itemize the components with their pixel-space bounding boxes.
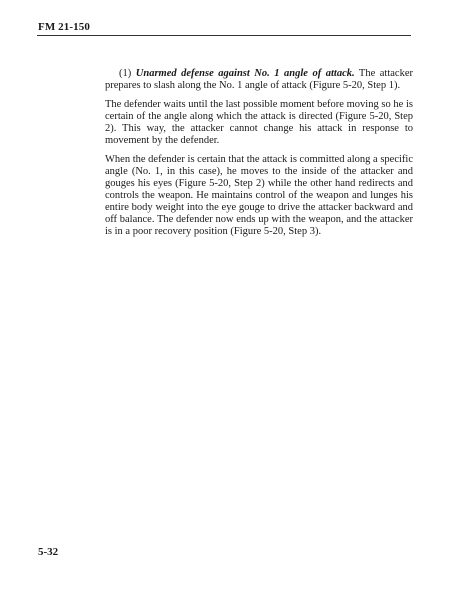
header-divider bbox=[37, 35, 411, 36]
paragraph-defender-waits: The defender waits until the last possible moment before moving so he is certain of the angle along which the attack is directed (Figure 5-20, Step 2). This way, the attacker cannot change his attack in response to movement by the defender. bbox=[105, 99, 413, 146]
paragraph-text: The attacker prepares to slash along the No. 1 angle of attack (Figure 5-20, Step 1). bbox=[105, 68, 413, 91]
paragraph-unarmed-defense bbox=[105, 68, 413, 92]
paragraph-term: Unarmed defense against No. 1 angle of attack. bbox=[135, 68, 355, 79]
paragraph-number: (1) bbox=[119, 68, 136, 79]
page-number: 5-32 bbox=[38, 546, 59, 558]
document-body bbox=[105, 68, 413, 245]
page-header-title: FM 21-150 bbox=[38, 21, 90, 33]
paragraph-defender-moves: When the defender is certain that the attack is committed along a specific angle (No. 1, in this case), he moves to the inside of the attacker and gouges his eyes (Figure 5-20, Step 2) while the other hand redirects and controls the weapon. He maintains control of the weapon and lunges his entire body weight into the eye gouge to drive the attacker backward and off balance. The defender now ends up with the weapon, and the attacker is in a poor recovery position (Figure 5-20, Step 3). bbox=[105, 154, 413, 237]
